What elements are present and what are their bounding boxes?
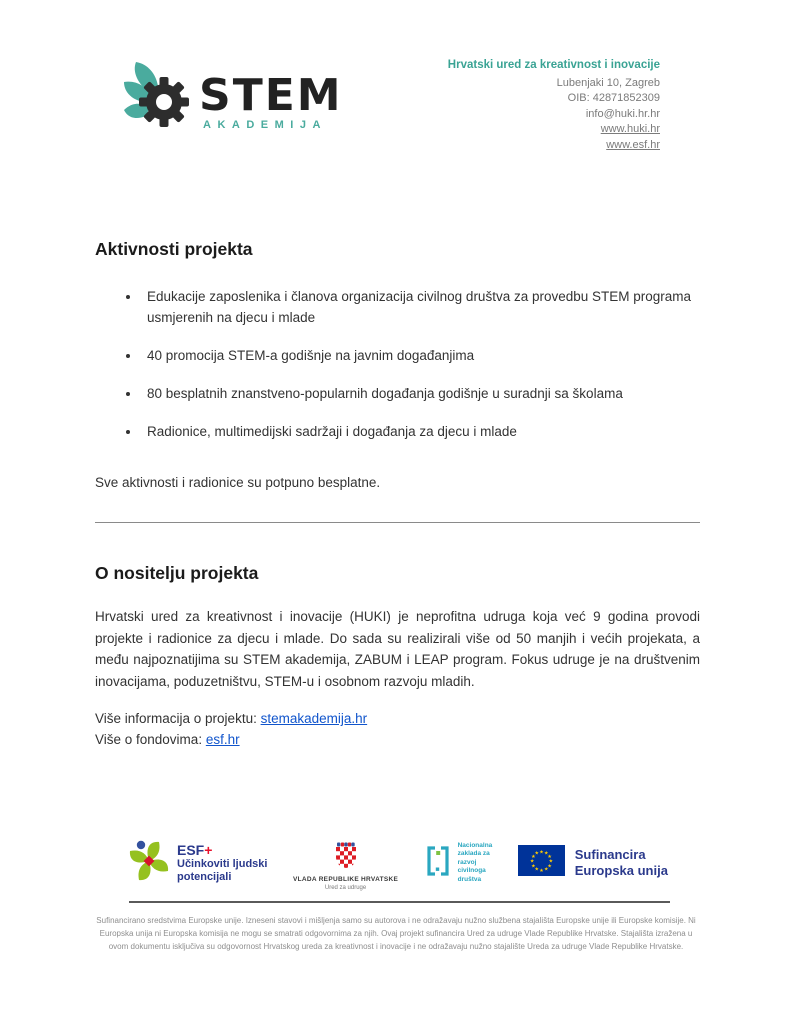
list-item: • Edukacije zaposlenika i članova organizacija civilnog društva za provedbu STEM programa usmjerenih na djecu i mlade bbox=[141, 286, 700, 328]
organization-name: Hrvatski ured za kreativnost i inovacije bbox=[447, 59, 660, 71]
svg-text:★: ★ bbox=[529, 858, 535, 865]
about-paragraph: Hrvatski ured za kreativnost i inovacije (HUKI) je neprofitna udruga koja već 9 godina provodi projekte i radionice za djecu i mlade. Do sada su realizirali više od 50 manjih i većih projekata, a među najpoznatijima su STEM akademija, ZABUM i LEAP program. Fokus udruge je na društvenim inovacijama, poduzetništvu, STEM-u i osobnom razvoju mladih. bbox=[95, 609, 700, 689]
eu-cofinancing-logo bbox=[518, 845, 668, 881]
section-divider bbox=[95, 522, 700, 523]
svg-text:★: ★ bbox=[548, 858, 553, 865]
organization-oib: OIB: 42871852309 bbox=[567, 92, 660, 104]
svg-text:★: ★ bbox=[530, 863, 536, 870]
esf-logo-text bbox=[177, 843, 267, 884]
document-body bbox=[0, 239, 792, 750]
croatian-coat-of-arms-icon bbox=[334, 842, 358, 874]
disclaimer-line: Europska unija ni Europska komisija ne mogu se smatrati odgovornima za njih. Ovaj projekt sufinancira Ured za udruge Vlade Republike Hrvatske. Stajališta izražena u bbox=[99, 929, 693, 938]
esf-pinwheel-icon bbox=[128, 838, 170, 889]
logo-brand-text: STEM bbox=[199, 70, 343, 121]
logo-wordmark bbox=[199, 70, 343, 131]
footer-divider bbox=[129, 901, 670, 903]
about-heading: O nositelju projekta bbox=[95, 563, 259, 583]
free-activities-note: Sve aktivnosti i radionice su potpuno besplatne. bbox=[95, 475, 381, 490]
foundation-name-line: zaklada za bbox=[457, 850, 490, 858]
esf-plus-sign: + bbox=[204, 841, 213, 858]
stem-akademija-logo bbox=[124, 58, 343, 147]
activities-list bbox=[95, 286, 700, 442]
svg-text:★: ★ bbox=[543, 866, 549, 873]
disclaimer-line: ovom dokumentu isključiva su odgovornost Hrvatskog ureda za kreativnost i inovacije i ne odražavaju nužno stajalište Ureda za udruge Vlade Republike Hrvatske. bbox=[108, 942, 684, 951]
eu-text-line: Europska unija bbox=[574, 863, 668, 878]
foundation-name-line: Nacionalna bbox=[457, 841, 493, 849]
esf-acronym: ESF bbox=[177, 841, 205, 858]
foundation-name-line: društva bbox=[457, 875, 482, 883]
page-header bbox=[0, 0, 792, 153]
more-info-block bbox=[95, 708, 700, 750]
foundation-name-line: razvoj bbox=[457, 858, 477, 866]
esf-link[interactable]: esf.hr bbox=[205, 732, 240, 747]
organization-info bbox=[448, 58, 660, 153]
activities-heading: Aktivnosti projekta bbox=[95, 239, 253, 259]
eu-text-line: Sufinancira bbox=[574, 846, 646, 862]
disclaimer-line: Sufinancirano sredstvima Europske unije. Izneseni stavovi i mišljenja samo su autorova i ne odražavaju nužno službena stajališta Europske unije ili Europske komisije. Ni bbox=[96, 916, 696, 925]
svg-text:★: ★ bbox=[547, 853, 552, 860]
logo-sub-text: AKADEMIJA bbox=[203, 119, 327, 131]
esf-plus-logo bbox=[128, 838, 267, 889]
government-title: VLADA REPUBLIKE HRVATSKE bbox=[292, 875, 399, 883]
esf-website-link[interactable]: www.esf.hr bbox=[606, 138, 660, 151]
organization-email: info@huki.hr.hr bbox=[585, 107, 660, 120]
eu-flag-icon bbox=[518, 845, 565, 881]
svg-text:★: ★ bbox=[539, 867, 544, 874]
funding-logos-row bbox=[128, 834, 668, 892]
organization-address: Lubenjaki 10, Zagreb bbox=[556, 76, 660, 89]
svg-text:★: ★ bbox=[530, 853, 536, 860]
funds-info-label: Više o fondovima: bbox=[95, 732, 206, 747]
esf-subtitle-line: Učinkoviti ljudski bbox=[177, 857, 268, 870]
brackets-icon bbox=[424, 844, 452, 883]
list-item: • 40 promocija STEM-a godišnje na javnim događanjima bbox=[141, 345, 700, 366]
svg-text:★: ★ bbox=[534, 866, 539, 873]
huki-website-link[interactable]: www.huki.hr bbox=[600, 123, 660, 135]
page-footer bbox=[0, 834, 792, 953]
funds-info-line bbox=[95, 729, 700, 750]
gear-leaf-logo-icon bbox=[124, 58, 198, 147]
esf-subtitle-line: potencijali bbox=[177, 870, 232, 883]
list-item: • Radionice, multimedijski sadržaji i događanja za djecu i mlade bbox=[141, 421, 700, 442]
national-foundation-logo bbox=[424, 842, 493, 885]
stemakademija-link[interactable]: stemakademija.hr bbox=[260, 711, 368, 726]
svg-text:★: ★ bbox=[539, 849, 544, 856]
svg-text:★: ★ bbox=[543, 850, 549, 857]
esf-name bbox=[177, 843, 267, 858]
government-subtitle: Ured za udruge bbox=[324, 884, 367, 891]
funding-disclaimer bbox=[0, 914, 792, 953]
eu-logo-text bbox=[575, 847, 668, 880]
foundation-name-text bbox=[458, 842, 493, 885]
list-item: • 80 besplatnih znanstveno-popularnih događanja godišnje u suradnji sa školama bbox=[141, 383, 700, 404]
svg-text:★: ★ bbox=[547, 863, 552, 870]
croatian-government-logo bbox=[293, 836, 398, 891]
project-info-line bbox=[95, 708, 700, 729]
project-info-label: Više informacija o projektu: bbox=[95, 711, 261, 726]
foundation-name-line: civilnoga bbox=[457, 867, 486, 875]
svg-text:★: ★ bbox=[534, 850, 539, 857]
